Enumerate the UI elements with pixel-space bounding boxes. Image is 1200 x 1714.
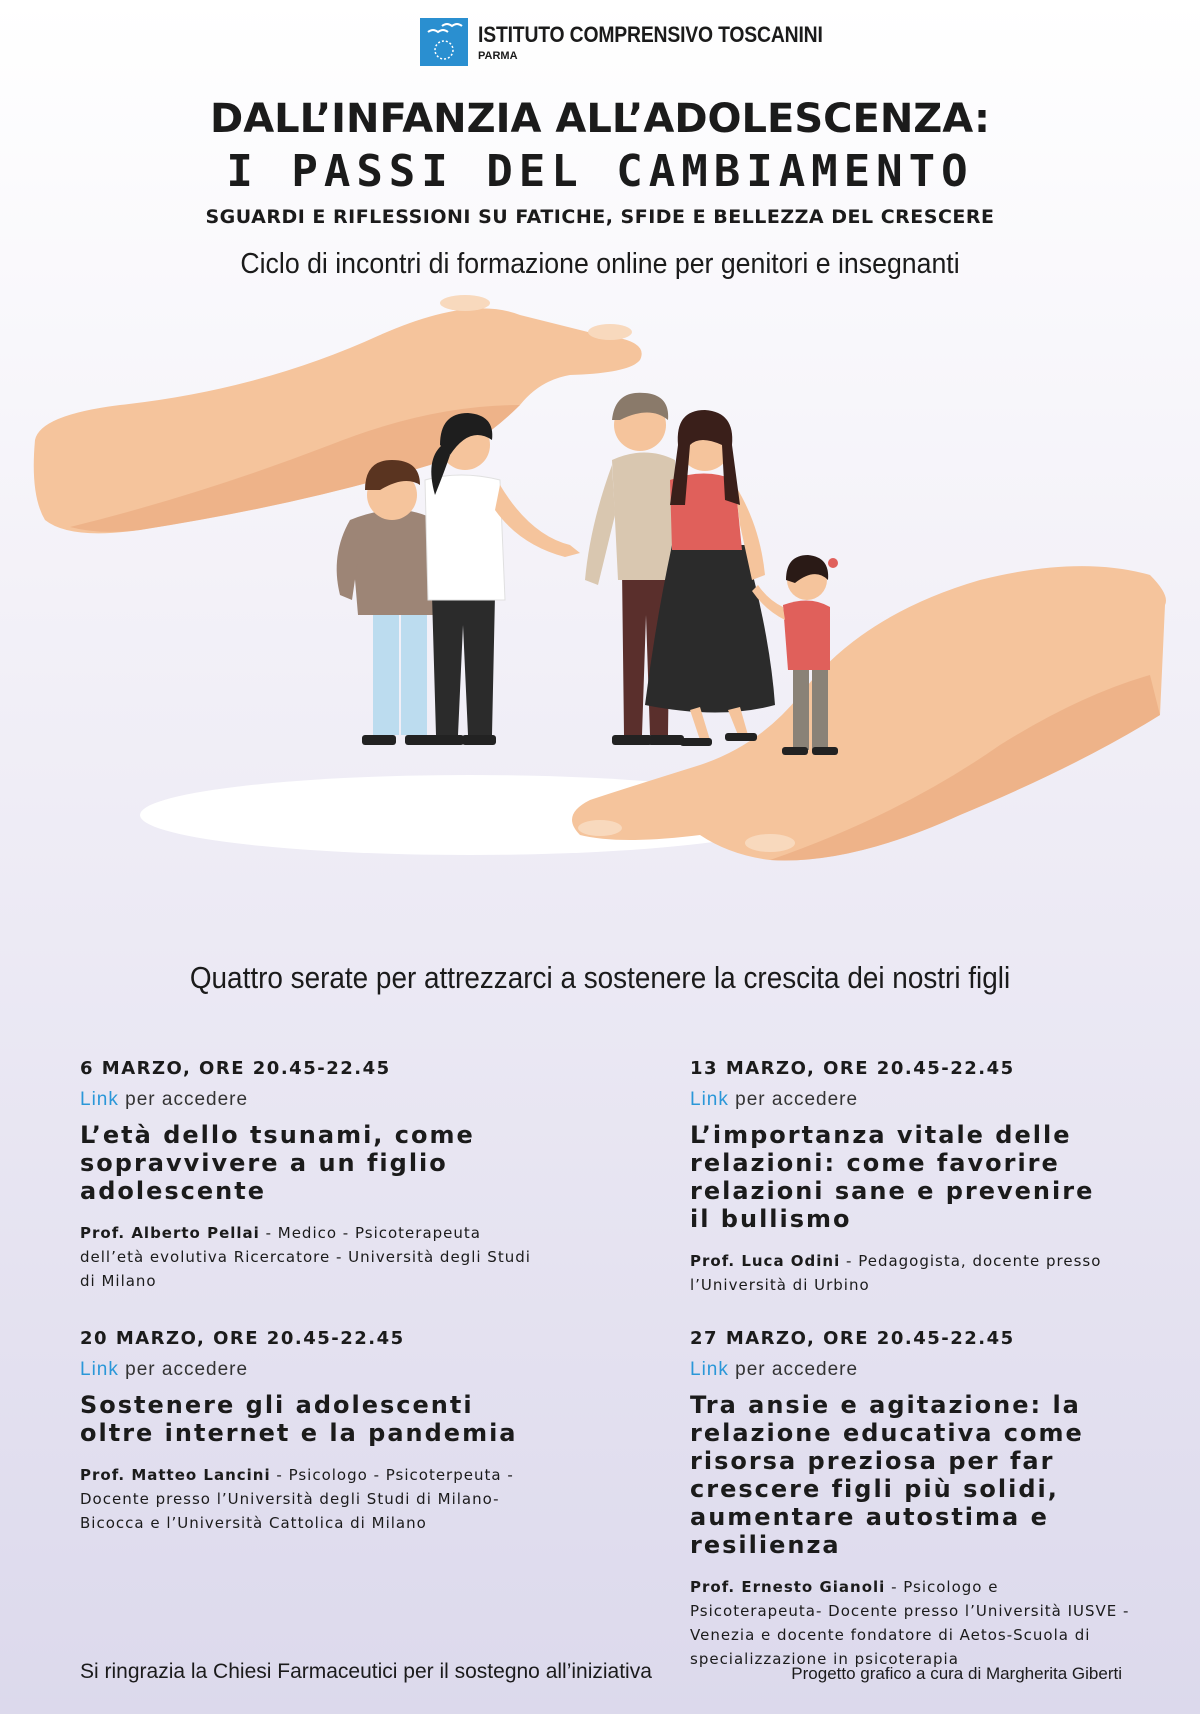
intro-text: Quattro serate per attrezzarci a sostenere la crescita dei nostri figli [189,960,1011,995]
birds-logo-icon [420,18,468,66]
event-title: L’età dello tsunami, come sopravvivere a un figlio adolescente [80,1121,475,1205]
main-title-line2: I PASSI DEL CAMBIAMENTO [226,146,974,197]
event-date: 27 MARZO, ORE 20.45-22.45 [690,1328,1015,1349]
link-word[interactable]: Link [690,1359,729,1380]
tagline: Ciclo di incontri di formazione online per genitori e insegnanti [240,248,960,280]
event-title: L’importanza vitale delle relazioni: come favorire relazioni sane e prevenire il bullismo [690,1121,1095,1233]
event-access-link[interactable]: Link per accedere [80,1359,249,1380]
school-logo [420,18,870,66]
event-speaker: Prof. Ernesto Gianoli - Psicologo e Psicoterapeuta- Docente presso l’Università IUSVE - Venezia e docente fondatore di Aetos-Scuola di specializzazione in psicoterapia [690,1578,1130,1668]
event-card [80,1328,540,1535]
link-word[interactable]: Link [80,1089,119,1110]
event-title: Sostenere gli adolescenti oltre internet e la pandemia [80,1391,518,1447]
event-access-link[interactable]: Link per accedere [80,1089,249,1110]
boy-figure-icon [337,460,439,745]
top-hand-icon [34,295,642,533]
design-credit: Progetto grafico a cura di Margherita Giberti [791,1664,1122,1683]
link-word[interactable]: Link [690,1089,729,1110]
family-hands-illustration [0,295,1200,935]
main-title-line1: DALL’INFANZIA ALL’ADOLESCENZA: [210,96,990,142]
link-word[interactable]: Link [80,1359,119,1380]
sponsor-thanks: Si ringrazia la Chiesi Farmaceutici per il sostegno all’iniziativa [80,1660,652,1683]
subtitle: SGUARDI E RIFLESSIONI SU FATICHE, SFIDE E BELLEZZA DEL CRESCERE [205,206,995,228]
event-date: 20 MARZO, ORE 20.45-22.45 [80,1328,405,1349]
event-date: 13 MARZO, ORE 20.45-22.45 [690,1058,1015,1079]
event-date: 6 MARZO, ORE 20.45-22.45 [80,1058,391,1079]
event-card [80,1058,540,1293]
event-speaker: Prof. Matteo Lancini - Psicologo - Psicoterpeuta - Docente presso l’Università degli Studi di Milano-Bicocca e l’Università Cattolica di Milano [80,1466,514,1532]
event-card [690,1328,1130,1671]
event-access-link[interactable]: Link per accedere [690,1359,859,1380]
event-title: Tra ansie e agitazione: la relazione educativa come risorsa preziosa per far crescere figli più solidi, aumentare autostima e resilienza [690,1391,1084,1559]
event-speaker: Prof. Luca Odini - Pedagogista, docente presso l’Università di Urbino [690,1252,1102,1294]
event-access-link[interactable]: Link per accedere [690,1089,859,1110]
event-card [690,1058,1110,1297]
school-name: ISTITUTO COMPRENSIVO TOSCANINI [478,22,823,47]
event-speaker: Prof. Alberto Pellai - Medico - Psicoterapeuta dell’età evolutiva Ricercatore - Università degli Studi di Milano [80,1224,531,1290]
school-city: PARMA [478,50,518,62]
woman-figure-icon [425,413,580,745]
